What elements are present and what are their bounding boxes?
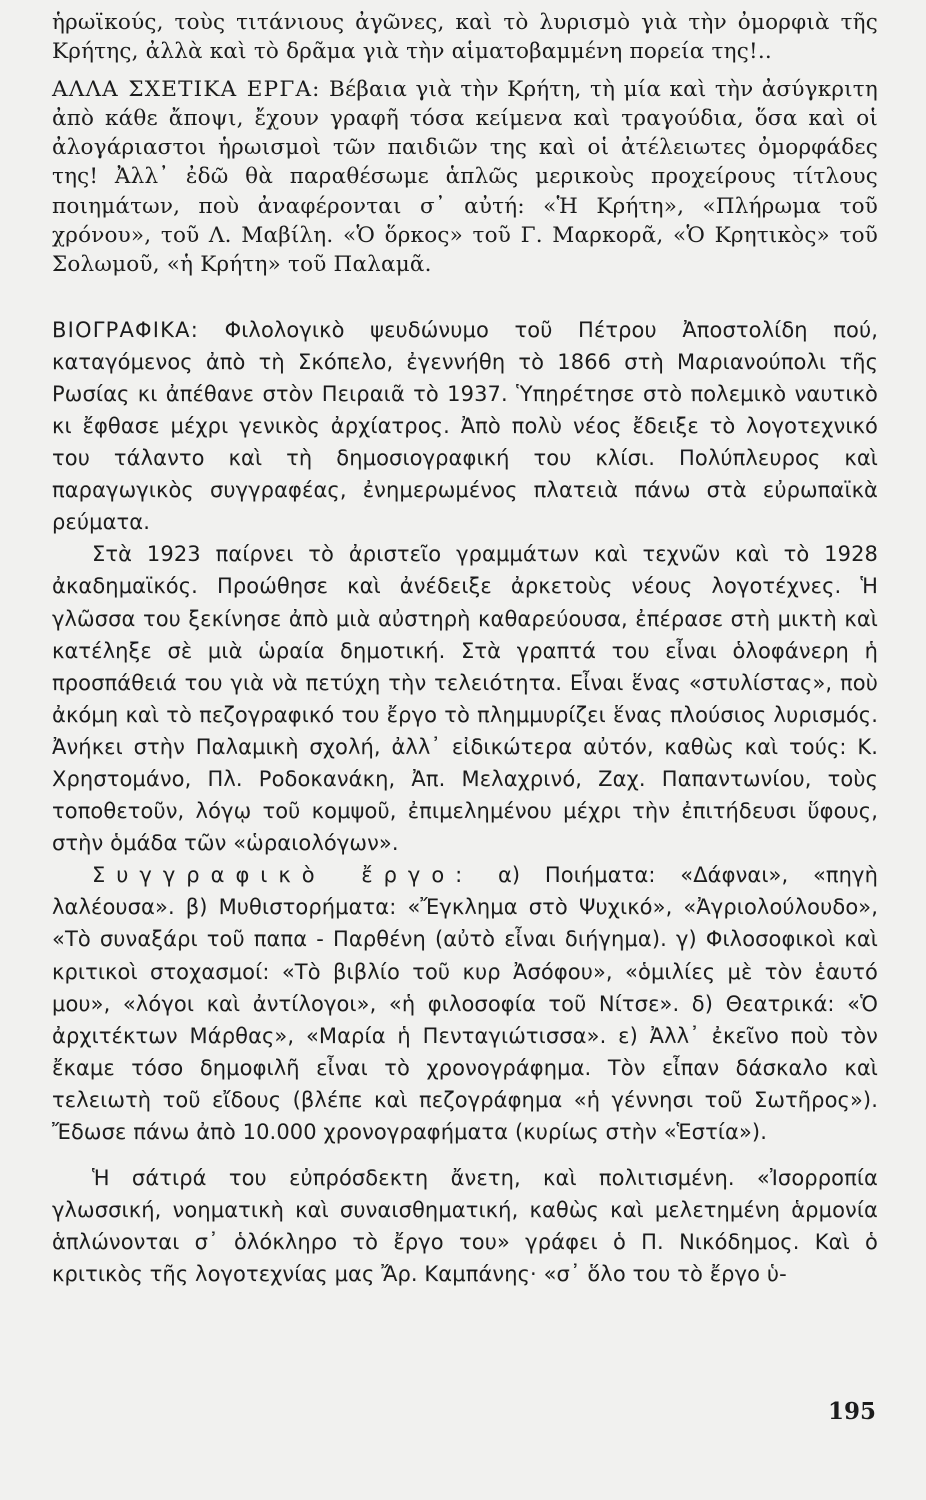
related-works-text: Βέβαια γιὰ τὴν Κρήτη, τὴ μία καὶ τὴν ἀσύγκριτη ἀπὸ κάθε ἄποψι, ἔχουν γραφῆ τόσα κείμενα καὶ τραγούδια, ὅσα καὶ οἱ ἀλογάριαστοι ἡρωισμοὶ τῶν παιδιῶν της καὶ οἱ ἀτέλειωτες ὀμορφάδες της! Ἀλλ᾽ ἐδῶ θὰ παραθέσωμε ἁπλῶς μερικοὺς προχείρους τίτλους ποιημάτων, ποὺ ἀναφέρονται σ᾽ αὐτή: «Ἡ Κρήτη», «Πλήρωμα τοῦ χρόνου», τοῦ Λ. Μαβίλη. «Ὁ ὅρκος» τοῦ Γ. Μαρκορᾶ, «Ὁ Κρητικὸς» τοῦ Σολωμοῦ, «ἡ Κρήτη» τοῦ Παλαμᾶ. — [52, 76, 878, 278]
related-works-label: ΑΛΛΑ ΣΧΕΤΙΚΑ ΕΡΓΑ: — [52, 76, 321, 102]
works-paragraph — [52, 859, 878, 1148]
biography-section — [52, 314, 878, 1291]
page-number: 195 — [827, 1398, 876, 1425]
works-label: Συγγραφικὸ ἔργο: — [92, 863, 474, 888]
opening-paragraph — [52, 8, 878, 67]
closing-paragraph: Ἡ σάτιρά του εὐπρόσδεκτη ἄνετη, καὶ πολιτισμένη. «Ἰσορροπία γλωσσική, νοηματικὴ καὶ συναισθηματική, καθὼς καὶ μελετημένη ἁρμονία ἁπλώνονται σ᾽ ὁλόκληρο τὸ ἔργο του» γράφει ὁ Π. Νικόδημος. Καὶ ὁ κριτικὸς τῆς λογοτεχνίας μας Ἄρ. Καμπάνης· «σ᾽ ὅλο του τὸ ἔργο ὑ- — [52, 1166, 878, 1287]
related-works-section — [52, 75, 878, 280]
biography-paragraph — [52, 314, 878, 539]
related-works-paragraph — [52, 75, 878, 280]
biography-text: Φιλολογικὸ ψευδώνυμο τοῦ Πέτρου Ἀποστολίδη πού, καταγόμενος ἀπὸ τὴ Σκόπελο, ἐγεννήθη τὸ 1866 στὴ Μαριανούπολι τῆς Ρωσίας κι ἀπέθανε στὸν Πειραιᾶ τὸ 1937. Ὑπηρέτησε στὸ πολεμικὸ ναυτικὸ κι ἔφθασε μέχρι γενικὸς ἀρχίατρος. Ἀπὸ πολὺ νέος ἔδειξε τὸ λογοτεχνικό του τάλαντο καὶ τὴ δημοσιογραφική του κλίσι. Πολύπλευρος καὶ παραγωγικὸς συγγραφέας, ἐνημερωμένος πλατειὰ πάνω στὰ εὐρωπαϊκὰ ρεύματα. — [52, 317, 878, 535]
biography-label: ΒΙΟΓΡΑΦΙΚΑ: — [52, 317, 199, 342]
opening-text: ἡρωϊκούς, τοὺς τιτάνιους ἀγῶνες, καὶ τὸ λυρισμὸ γιὰ τὴν ὀμορφιὰ τῆς Κρήτης, ἀλλὰ καὶ τὸ δρᾶμα γιὰ τὴν αἱματοβαμμένη πορεία της!.. — [52, 10, 878, 65]
page-content — [52, 8, 878, 1290]
works-text: α) Ποιήματα: «Δάφναι», «πηγὴ λαλέουσα». β) Μυθιστορήματα: «Ἔγκλημα στὸ Ψυχικό», «Ἀγριολούλουδο», «Τὸ συναξάρι τοῦ παπα - Παρθένη (αὐτὸ εἶναι διήγημα). γ) Φιλοσοφικοὶ καὶ κριτικοὶ στοχασμοί: «Τὸ βιβλίο τοῦ κυρ Ἀσόφου», «ὁμιλίες μὲ τὸν ἑαυτό μου», «λόγοι καὶ ἀντίλογοι», «ἡ φιλοσοφία τοῦ Νίτσε». δ) Θεατρικά: «Ὁ ἀρχιτέκτων Μάρθας», «Μαρία ἡ Πενταγιώτισσα». ε) Ἀλλ᾽ ἐκεῖνο ποὺ τὸν ἔκαμε τόσο δημοφιλῆ εἶναι τὸ χρονογράφημα. Τὸν εἶπαν δάσκαλο καὶ τελειωτὴ τοῦ εἴδους (βλέπε καὶ πεζογράφημα «ἡ γέννησι τοῦ Σωτῆρος»). Ἔδωσε πάνω ἀπὸ 10.000 χρονογραφήματα (κυρίως στὴν «Ἑστία»). — [52, 863, 878, 1145]
biography-paragraph-2: Στὰ 1923 παίρνει τὸ ἀριστεῖο γραμμάτων καὶ τεχνῶν καὶ τὸ 1928 ἀκαδημαϊκός. Προώθησε καὶ ἀνέδειξε ἀρκετοὺς νέους λογοτέχνες. Ἡ γλῶσσα του ξεκίνησε ἀπὸ μιὰ αὐστηρὴ καθαρεύουσα, ἐπέρασε στὴ μικτὴ καὶ κατέληξε σὲ μιὰ ὡραία δημοτική. Στὰ γραπτά του εἶναι ὁλοφάνερη ἡ προσπάθειά του γιὰ νὰ πετύχη τὴν τελειότητα. Εἶναι ἕνας «στυλίστας», ποὺ ἀκόμη καὶ τὸ πεζογραφικό του ἔργο τὸ πλημμυρίζει ἕνας πλούσιος λυρισμός. Ἀνήκει στὴν Παλαμικὴ σχολή, ἀλλ᾽ εἰδικώτερα αὐτόν, καθὼς καὶ τούς: Κ. Χρηστομάνο, Πλ. Ροδοκανάκη, Ἀπ. Μελαχρινό, Ζαχ. Παπαντωνίου, τοὺς τοποθετοῦν, λόγῳ τοῦ κομψοῦ, ἐπιμελημένου μέχρι τὴν ἐπιτήδευσι ὕφους, στὴν ὁμάδα τῶν «ὡραιολόγων». — [52, 542, 878, 856]
